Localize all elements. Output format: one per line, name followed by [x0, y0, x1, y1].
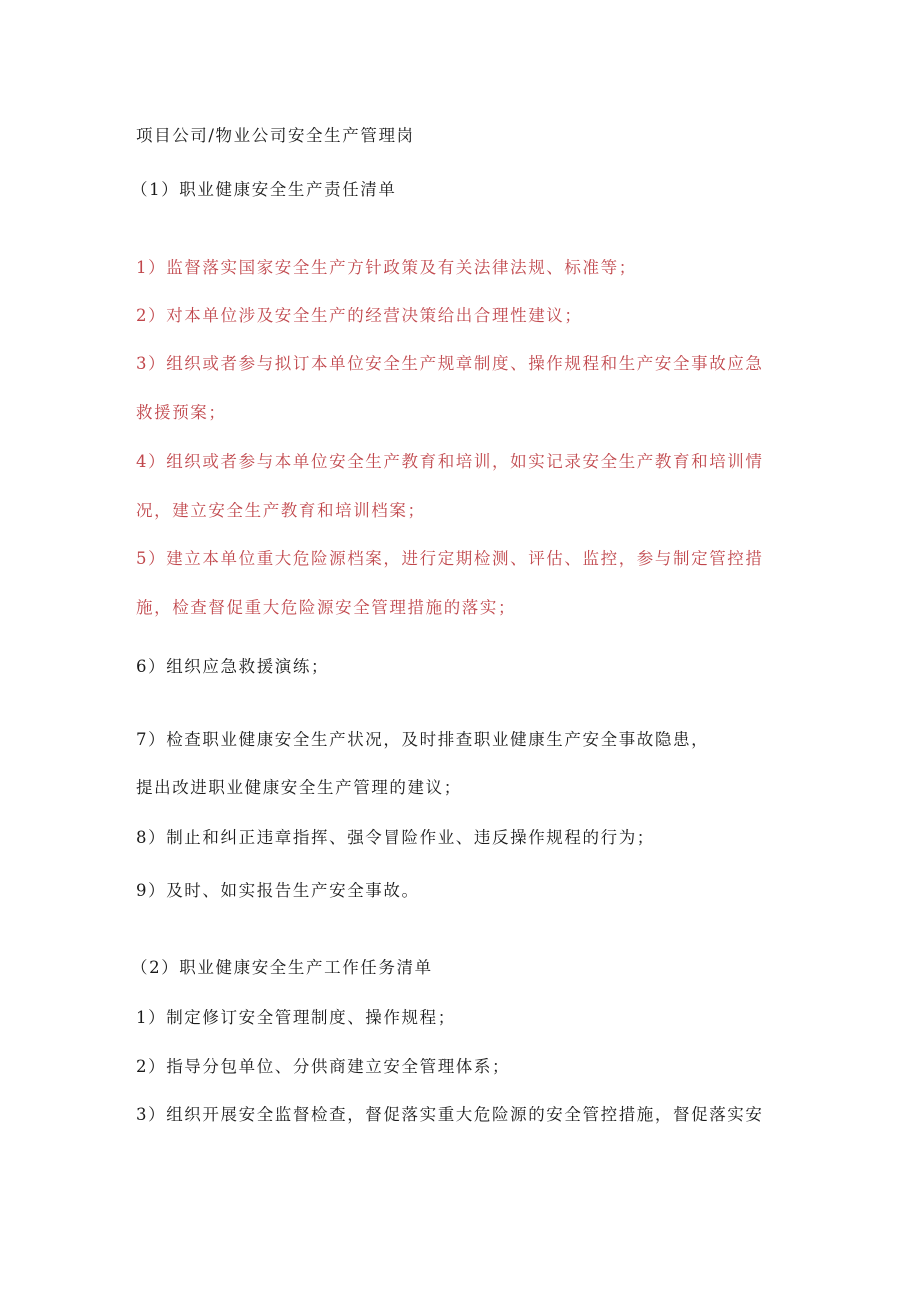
section1-item-7-line2: 提出改进职业健康安全生产管理的建议； [136, 778, 462, 797]
section1-item-6: 6）组织应急救援演练； [136, 657, 330, 676]
section1-item-8: 8）制止和纠正违章指挥、强令冒险作业、违反操作规程的行为； [136, 828, 655, 847]
section1-item-3-line2: 救援预案； [136, 403, 227, 422]
section1-item-4-line2: 况，建立安全生产教育和培训档案； [136, 501, 426, 520]
section1-item-4-line1: 4）组织或者参与本单位安全生产教育和培训，如实记录安全生产教育和培训情 [136, 452, 764, 471]
section2-item-2: 2）指导分包单位、分供商建立安全管理体系； [136, 1057, 511, 1076]
section2-title: （2）职业健康安全生产工作任务清单 [131, 958, 433, 977]
section2-item-3: 3）组织开展安全监督检查，督促落实重大危险源的安全管控措施，督促落实安 [136, 1105, 764, 1124]
section1-item-5-line1: 5）建立本单位重大危险源档案，进行定期检测、评估、监控，参与制定管控措 [136, 549, 764, 568]
section1-item-7-line1: 7）检查职业健康安全生产状况，及时排查职业健康生产安全事故隐患， [136, 730, 710, 749]
section1-item-3-line1: 3）组织或者参与拟订本单位安全生产规章制度、操作规程和生产安全事故应急 [136, 354, 764, 373]
section2-item-1: 1）制定修订安全管理制度、操作规程； [136, 1008, 456, 1027]
section1-item-5-line2: 施，检查督促重大危险源安全管理措施的落实； [136, 598, 517, 617]
section1-item-9: 9）及时、如实报告生产安全事故。 [136, 881, 420, 900]
section1-item-2: 2）对本单位涉及安全生产的经营决策给出合理性建议； [136, 306, 583, 325]
section1-item-1: 1）监督落实国家安全生产方针政策及有关法律法规、标准等； [136, 258, 637, 277]
document-heading: 项目公司/物业公司安全生产管理岗 [136, 126, 415, 145]
section1-title: （1）职业健康安全生产责任清单 [131, 180, 397, 199]
